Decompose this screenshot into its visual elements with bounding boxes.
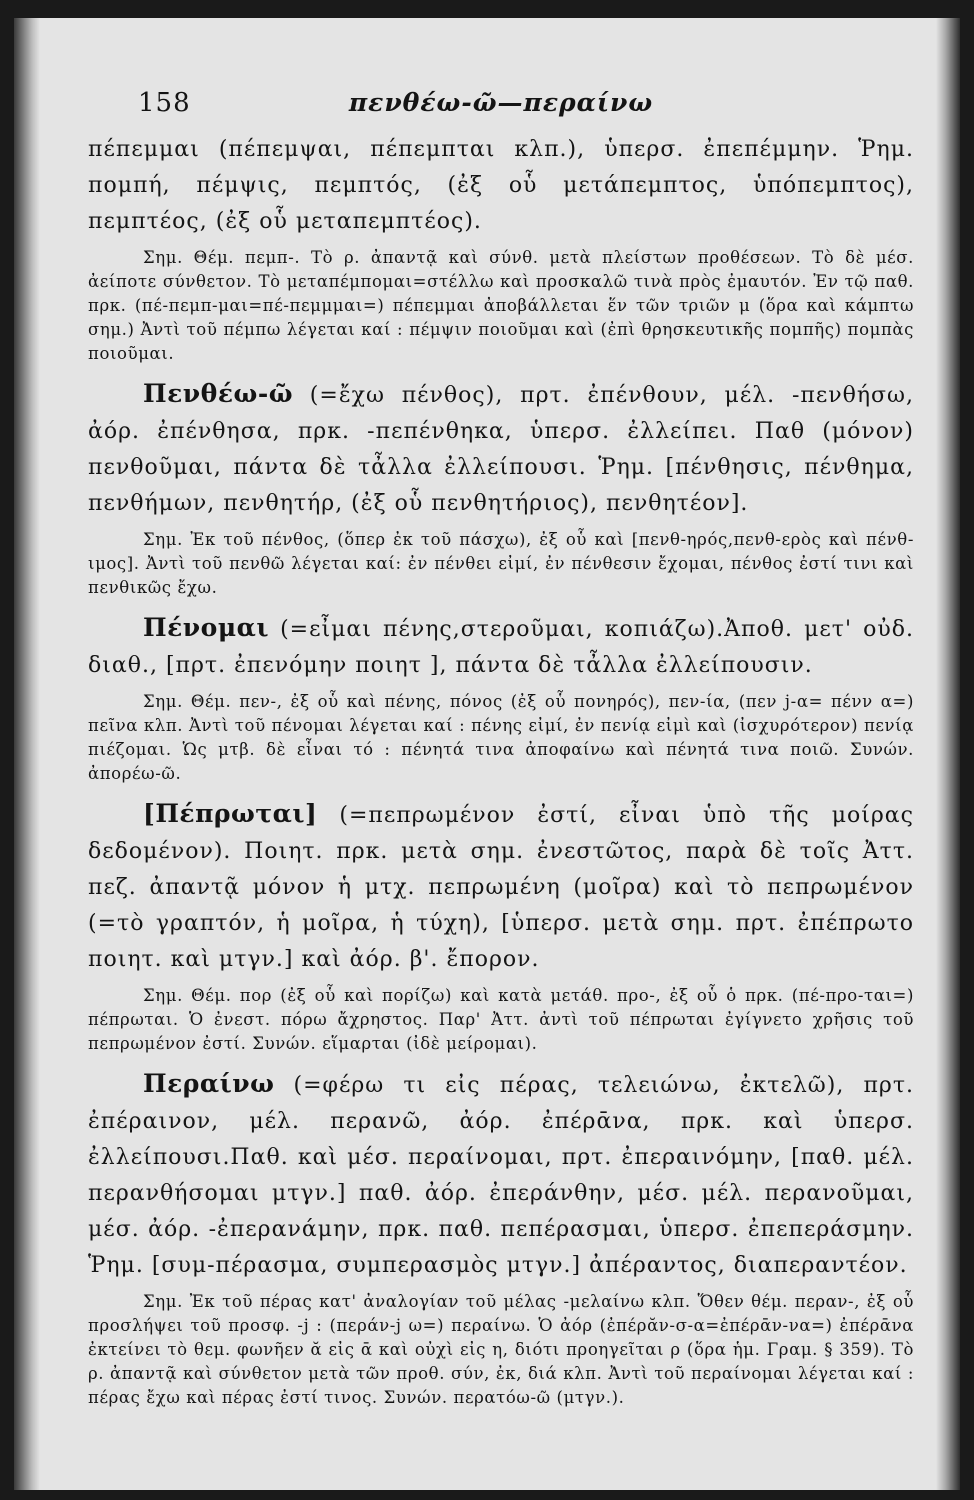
page-number: 158 xyxy=(138,88,191,118)
page-content xyxy=(88,78,914,1410)
entry-text: (=πεπρωμένον ἐστί, εἶναι ὑπὸ τῆς μοίρας δεδομένον). Ποιητ. πρκ. μετὰ σημ. ἐνεστῶτος, παρὰ δὲ τοῖς Ἀττ. πεζ. ἀπαντᾷ μόνον ἡ μτχ. πεπρωμένη (μοῖρα) καὶ τὸ πεπρωμένον (=τὸ γραπτόν, ἡ μοῖρα, ἡ τύχη), [ὑπερσ. μετὰ σημ. πρτ. ἐπέπρωτο ποιητ. καὶ μτγν.] καὶ ἀόρ. β'. ἔπορον. xyxy=(88,803,914,972)
entry-note: Σημ. Θέμ. πεν-, ἐξ οὗ καὶ πένης, πόνος (ἐξ οὗ πονηρός), πεν-ία, (πεν j-α= πένν α=) πεῖνα κλπ. Ἀντὶ τοῦ πένομαι λέγεται καί : πένης εἰμί, ἐν πενίᾳ εἰμὶ καὶ (ἰσχυρότερον) πενίᾳ πιέζομαι. Ὡς μτβ. δὲ εἶναι τό : πένητά τινα ἀποφαίνω καὶ πένητά τινα ποιῶ. Συνών. ἀπορέω-ῶ. xyxy=(88,692,914,783)
entry-headword: Πενθέω-ῶ xyxy=(143,379,294,408)
entry-text: (=φέρω τι εἰς πέρας, τελειώνω, ἐκτελῶ), πρτ. ἐπέραινον, μέλ. περανῶ, ἀόρ. ἐπέρᾱνα, πρκ. καὶ ὑπερσ. ἐλλείπουσι.Παθ. καὶ μέσ. περαίνομαι, πρτ. ἐπεραινόμην, [παθ. μέλ. περανθήσομαι μτγν.] παθ. ἀόρ. ἐπεράνθην, μέσ. μέλ. περανοῦμαι, μέσ. ἀόρ. -ἐπερανάμην, πρκ. παθ. πεπέρασμαι, ὑπερσ. ἐπεπεράσμην. Ῥημ. [συμ-πέρασμα, συμπερασμὸς μτγν.] ἀπέραντος, διαπεραντέον. xyxy=(88,1073,914,1278)
entry-headword: Πένομαι xyxy=(143,613,269,642)
entry-body xyxy=(88,1066,914,1284)
entry-penthew xyxy=(88,376,914,600)
entry-perainw xyxy=(88,1066,914,1410)
entry-note: Σημ. Θέμ. πορ (ἐξ οὗ καὶ πορίζω) καὶ κατὰ μετάθ. προ-, ἐξ οὗ ὁ πρκ. (πέ-προ-ται=) πέπρωται. Ὁ ἐνεστ. πόρω ἄχρηστος. Παρ' Ἀττ. ἀντὶ τοῦ πέπρωται ἐγίγνετο χρῆσις τοῦ πεπρωμένον ἐστί. Συνών. εἵμαρται (ἰδὲ μείρομαι). xyxy=(88,986,914,1053)
entry-note: Σημ. Ἐκ τοῦ πένθος, (ὅπερ ἐκ τοῦ πάσχω), ἐξ οὗ καὶ [πενθ-ηρός,πενθ-ερὸς καὶ πένθ-ιμος]. Ἀντὶ τοῦ πενθῶ λέγεται καί: ἐν πένθει εἰμί, ἐν πένθεσιν ἔχομαι, πένθος ἐστί τινι καὶ πενθικῶς ἔχω. xyxy=(88,530,914,597)
book-page xyxy=(14,18,960,1490)
page-shadow-right xyxy=(936,18,960,1490)
entry-body xyxy=(88,376,914,522)
entry-peprwtai xyxy=(88,796,914,1056)
running-title: πενθέω-ῶ—περαίνω xyxy=(348,88,654,117)
entry-text: (=εἶμαι πένης,στεροῦμαι, κοπιάζω).Ἀποθ. μετ' οὐδ. διαθ., [πρτ. ἐπενόμην ποιητ ], πάντα δὲ τἆλλα ἐλλείπουσιν. xyxy=(88,617,914,678)
intro-note: Σημ. Θέμ. πεμπ-. Τὸ ρ. ἀπαντᾷ καὶ σύνθ. μετὰ πλείστων προθέσεων. Τὸ δὲ μέσ. ἀείποτε σύνθετον. Τὸ μεταπέμπομαι=στέλλω καὶ προσκαλῶ τινὰ πρὸς ἐμαυτόν. Ἐν τῷ παθ. πρκ. (πέ-πεμπ-μαι=πέ-πεμμμαι=) πέπεμμαι ἀποβάλλεται ἕν τῶν τριῶν μ (ὅρα καὶ κάμπτω σημ.) Ἀντὶ τοῦ πέμπω λέγεται καί : πέμψιν ποιοῦμαι καὶ (ἐπὶ θρησκευτικῆς πομπῆς) πομπὰς ποιοῦμαι. xyxy=(88,248,914,363)
intro-text: πέπεμμαι (πέπεμψαι, πέπεμπται κλπ.), ὑπερσ. ἐπεπέμμην. Ῥημ. πομπή, πέμψις, πεμπτός, (ἐξ οὗ μετάπεμπτος, ὑπόπεμπτος), πεμπτέος, (ἐξ οὗ μεταπεμπτέος). xyxy=(88,137,914,234)
entry-note: Σημ. Ἐκ τοῦ πέρας κατ' ἀναλογίαν τοῦ μέλας -μελαίνω κλπ. Ὅθεν θέμ. περαν-, ἐξ οὗ προσλήψει τοῦ προσφ. -j : (περάν-j ω=) περαίνω. Ὁ ἀόρ (ἐπέρᾰν-σ-α=ἐπέρᾱν-να=) ἐπέρᾱνα ἐκτείνει τὸ θεμ. φωνῆεν ᾰ εἰς ᾱ καὶ οὐχὶ εἰς η, διότι προηγεῖται ρ (ὅρα ἡμ. Γραμ. § 359). Τὸ ρ. ἀπαντᾷ καὶ σύνθετον μετὰ τῶν προθ. σύν, ἐκ, διά κλπ. Ἀντὶ τοῦ περαίνομαι λέγεται καί : πέρας ἔχω καὶ πέρας ἐστί τινος. Συνών. περατόω-ῶ (μτγν.). xyxy=(88,1292,914,1407)
entry-text: (=ἔχω πένθος), πρτ. ἐπένθουν, μέλ. -πενθήσω, ἀόρ. ἐπένθησα, πρκ. -πεπένθηκα, ὑπερσ. ἐλλείπει. Παθ (μόνον) πενθοῦμαι, πάντα δὲ τἆλλα ἐλλείπουσι. Ῥημ. [πένθησις, πένθημα, πενθήμων, πενθητήρ, (ἐξ οὗ πενθητήριος), πενθητέον]. xyxy=(88,383,914,516)
entry-body xyxy=(88,796,914,978)
page-header xyxy=(88,78,914,132)
entry-headword: Περαίνω xyxy=(143,1069,275,1098)
page-shadow-left xyxy=(14,18,40,1490)
entry-penomai xyxy=(88,610,914,786)
entry-body xyxy=(88,610,914,684)
entry-headword: [Πέπρωται] xyxy=(143,799,318,828)
